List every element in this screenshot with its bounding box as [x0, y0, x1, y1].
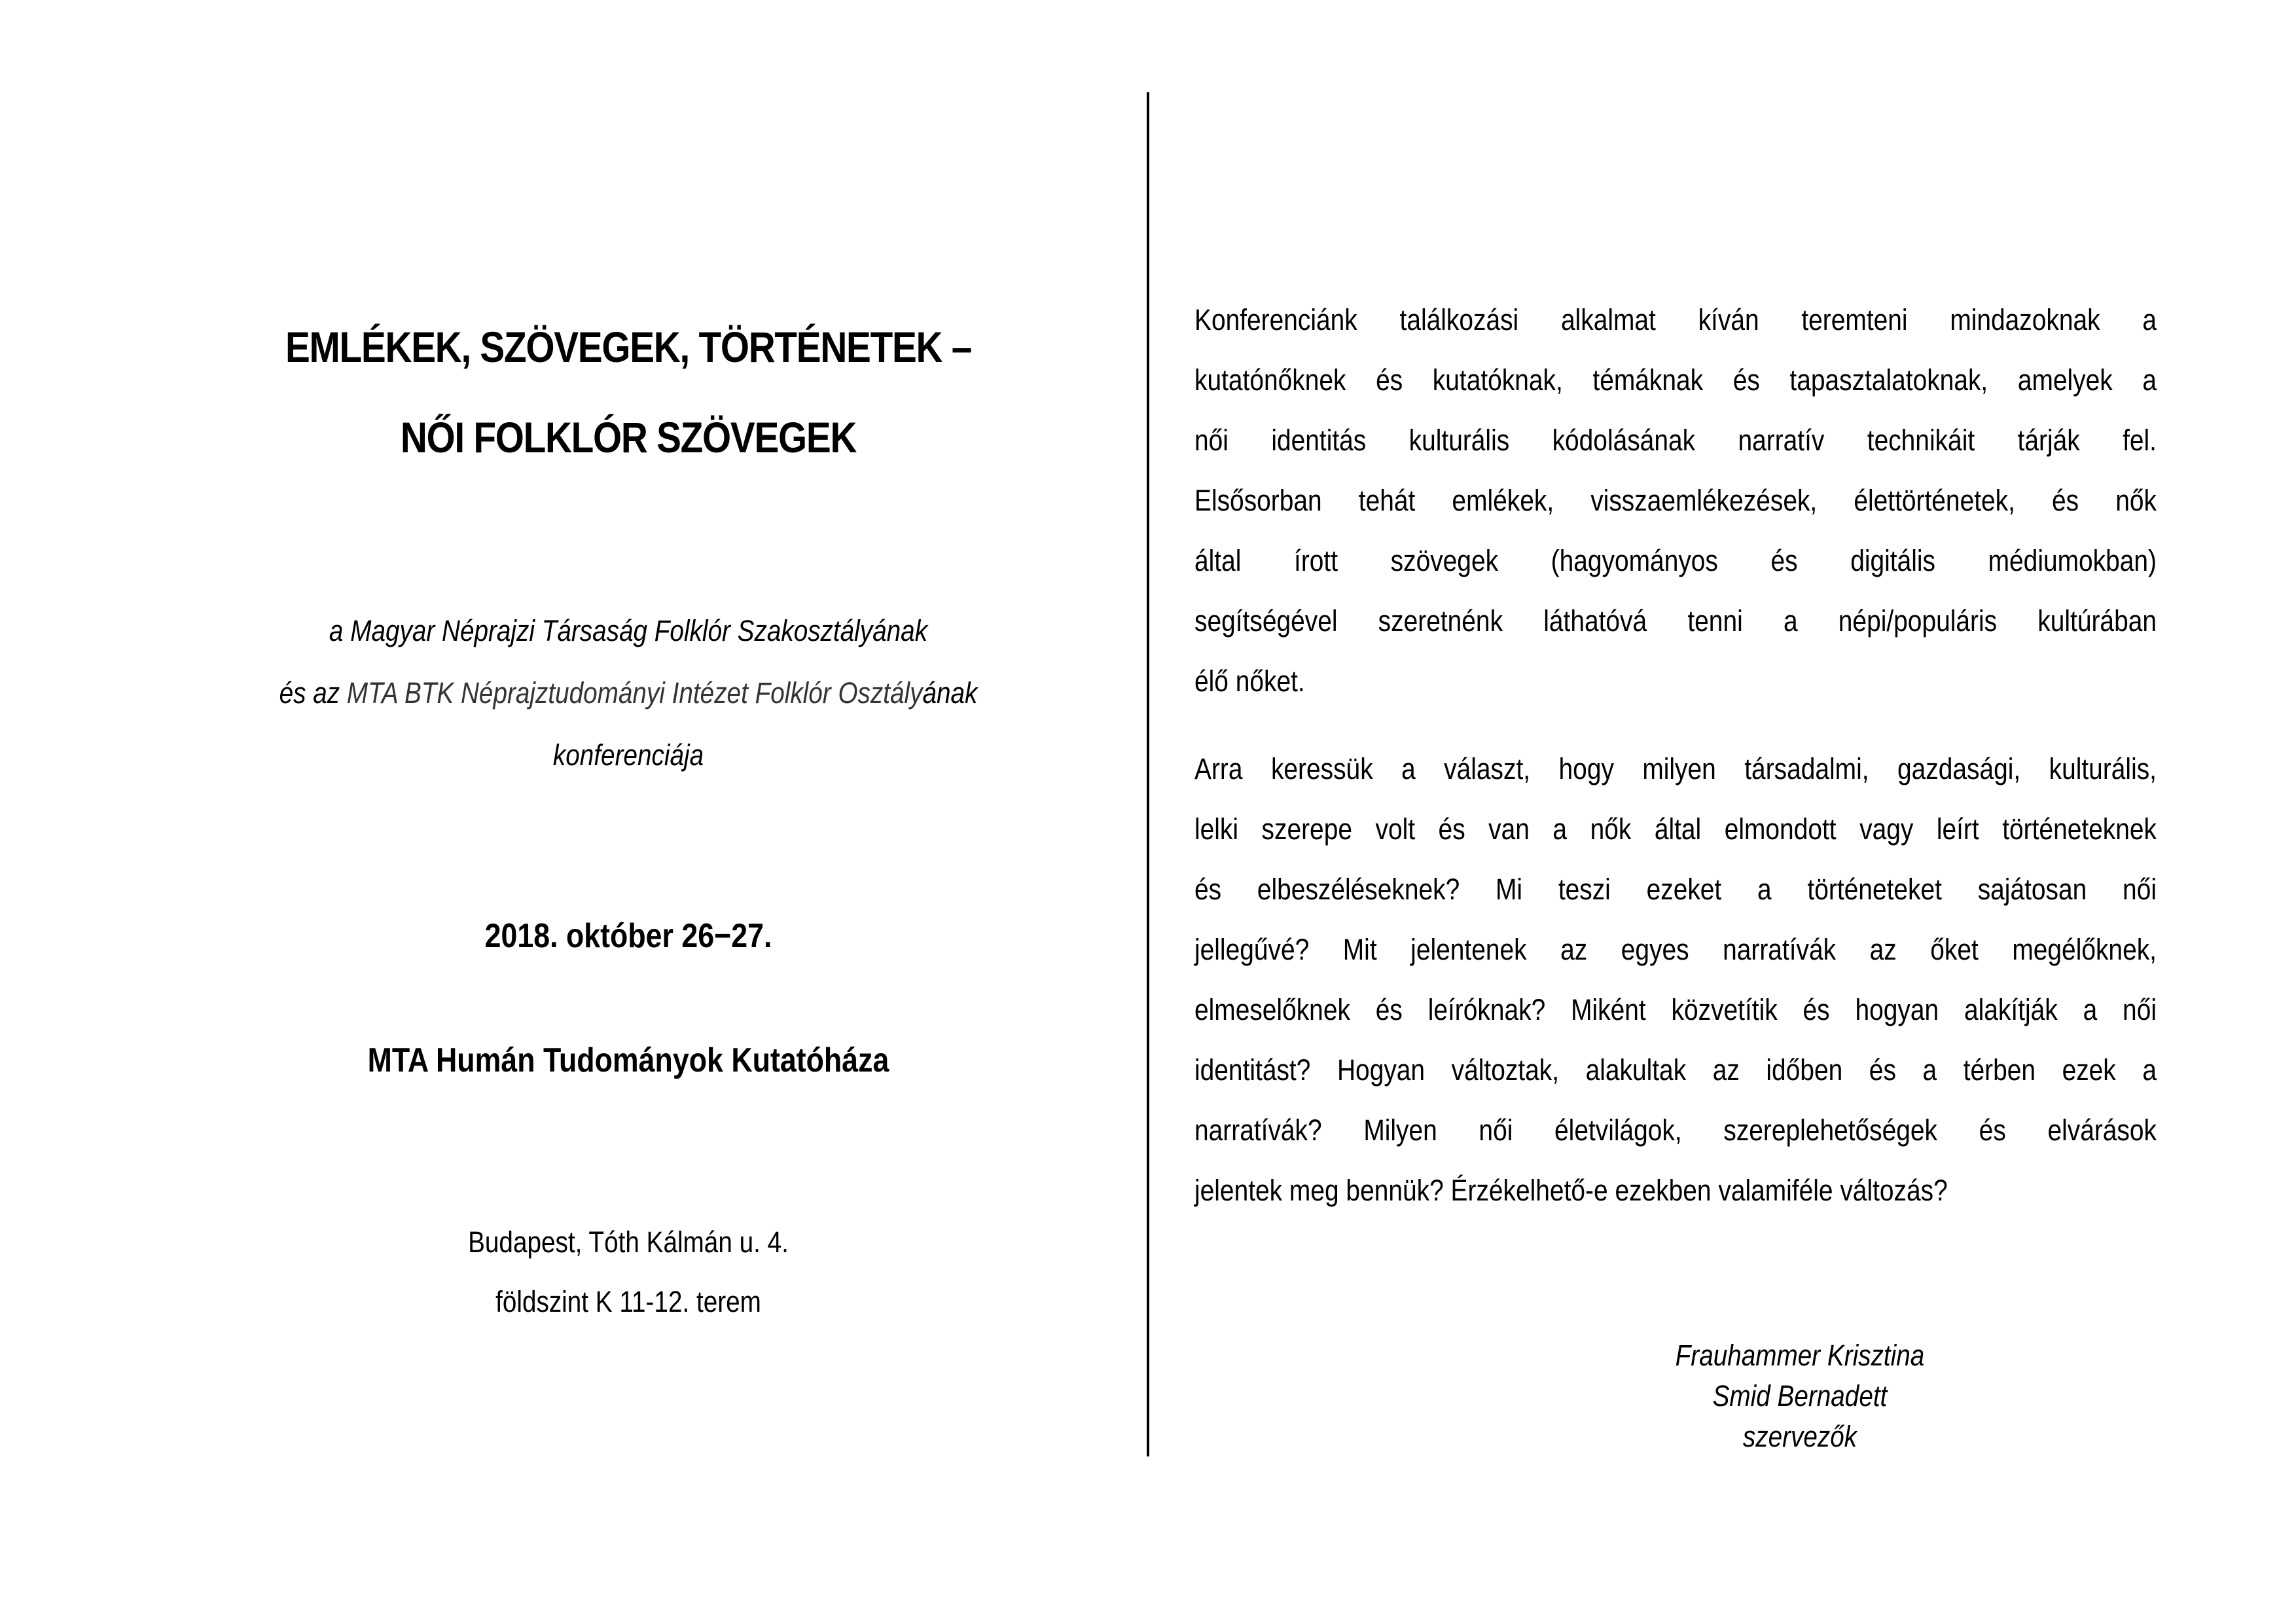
organizer-line-2-suffix: ának	[922, 676, 978, 710]
paragraph-line: narratívák? Milyen női életvilágok, szereplehetőségek és elvárások	[1194, 1113, 2157, 1147]
column-divider	[1147, 92, 1149, 1456]
signature-name-1: Frauhammer Krisztina	[1675, 1339, 1925, 1372]
paragraph-line: Konferenciánk találkozási alkalmat kíván teremteni mindazoknak a	[1194, 303, 2157, 336]
paragraph-line: és elbeszéléseknek? Mi teszi ezeket a történeteket sajátosan női	[1194, 873, 2157, 906]
organizer-institute: MTA BTK Néprajztudományi Intézet Folklór Osztály	[346, 676, 923, 710]
paragraph-line: élő nőket.	[1194, 664, 1305, 698]
organizer-line-3: konferenciája	[552, 738, 704, 772]
paragraph-1	[1194, 290, 2157, 712]
signature-name-2: Smid Bernadett	[1712, 1379, 1888, 1413]
paragraph-line: elmeselőknek és leíróknak? Miként közvetítik és hogyan alakítják a női	[1194, 993, 2157, 1026]
signature-role: szervezők	[1742, 1420, 1857, 1453]
paragraph-line: jellegűvé? Mit jelentenek az egyes narratívák az őket megélőknek,	[1194, 933, 2157, 966]
paragraph-line: jelentek meg bennük? Érzékelhető-e ezekben valamiféle változás?	[1194, 1174, 1948, 1207]
paragraph-line: kutatónőknek és kutatóknak, témáknak és tapasztalatoknak, amelyek a	[1194, 363, 2157, 397]
address-line-2: földszint K 11-12. terem	[495, 1285, 761, 1318]
title-line-1: EMLÉKEK, SZÖVEGEK, TÖRTÉNETEK –	[285, 323, 972, 371]
paragraph-line: által írott szövegek (hagyományos és digitális médiumokban)	[1194, 544, 2157, 577]
paragraph-2	[1194, 739, 2157, 1221]
paragraph-line: női identitás kulturális kódolásának narratív technikáit tárják fel.	[1194, 424, 2157, 457]
event-date: 2018. október 26−27.	[484, 917, 772, 955]
paragraph-line: lelki szerepe volt és van a nők által elmondott vagy leírt történeteknek	[1194, 812, 2157, 846]
organizer-line-2-prefix: és az	[279, 676, 347, 710]
organizer-line-1: a Magyar Néprajzi Társaság Folklór Szakosztályának	[329, 614, 928, 647]
event-venue: MTA Humán Tudományok Kutatóháza	[367, 1041, 889, 1079]
address-line-1: Budapest, Tóth Kálmán u. 4.	[468, 1225, 789, 1259]
title-line-2: NŐI FOLKLÓR SZÖVEGEK	[400, 413, 857, 461]
paragraph-line: segítségével szeretnénk láthatóvá tenni a népi/populáris kultúrában	[1194, 604, 2157, 638]
paragraph-line: Elsősorban tehát emlékek, visszaemlékezések, élettörténetek, és nők	[1194, 484, 2157, 517]
organizer-line-2	[251, 676, 1005, 710]
paragraph-line: Arra keressük a választ, hogy milyen társadalmi, gazdasági, kulturális,	[1194, 752, 2157, 785]
paragraph-line: identitást? Hogyan változtak, alakultak az időben és a térben ezek a	[1194, 1053, 2157, 1087]
